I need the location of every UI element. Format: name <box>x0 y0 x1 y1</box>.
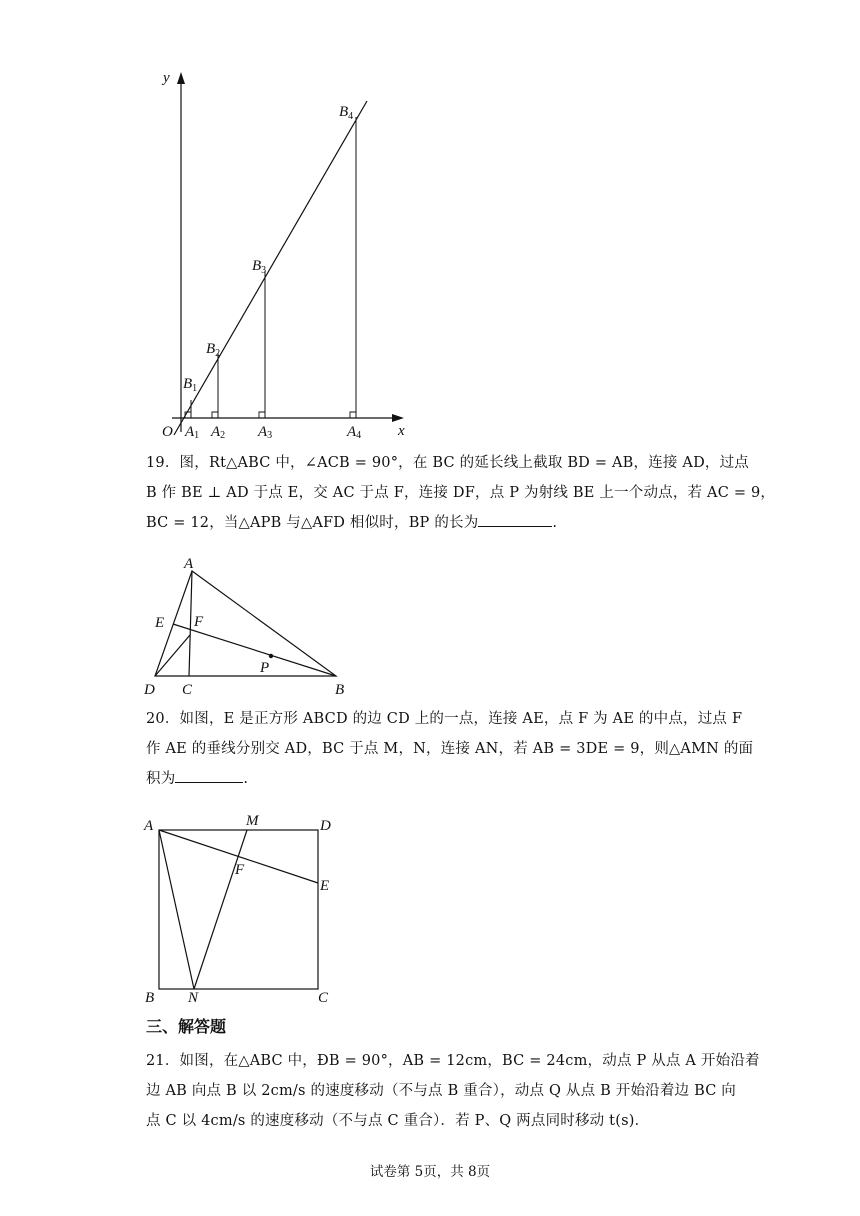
triangle-abd <box>155 571 336 676</box>
q20-answer-blank[interactable] <box>175 767 243 783</box>
section-heading: 三、解答题 <box>146 1017 227 1036</box>
label-d: D <box>144 682 155 698</box>
point-p-dot <box>269 654 273 658</box>
label-b3: $B_3$ <box>252 258 267 276</box>
segment-be <box>173 624 336 676</box>
q20-line-3-end: . <box>243 771 249 787</box>
label-f: F <box>194 614 204 630</box>
q20-line-3-text: 积为 <box>146 771 176 787</box>
figure-19-triangle <box>138 552 353 700</box>
label-p: P <box>260 660 270 676</box>
label-b2: $B_2$ <box>206 341 221 359</box>
origin-label: O <box>162 424 173 440</box>
q19-line-2: B 作 BE ⊥ AD 于点 E，交 AC 于点 F，连接 DF，点 P 为射线 BE 上一个动点，若 AC = 9， <box>146 485 776 501</box>
label-a3: A3 <box>258 424 273 441</box>
label-a: A <box>184 556 194 572</box>
label-a1: A1 <box>185 424 200 441</box>
label-n: N <box>188 990 199 1006</box>
q20-line-3 <box>146 764 726 794</box>
q21-line-2: 边 AB 向点 B 以 2cm/s 的速度移动（不与点 B 重合），动点 Q 从点 B 开始沿着边 BC 向 <box>146 1083 736 1099</box>
right-angle-mark-a2 <box>212 412 218 418</box>
label-b: B <box>145 990 155 1006</box>
label-a2: A2 <box>211 424 226 441</box>
question-21 <box>146 1046 760 1136</box>
segment-df <box>155 635 190 676</box>
label-b: B <box>335 682 345 698</box>
label-c: C <box>318 990 329 1006</box>
q19-line-3 <box>146 508 726 538</box>
segment-mn <box>194 830 247 989</box>
right-angle-mark-a3 <box>259 412 265 418</box>
x-axis-arrow-icon <box>392 414 404 422</box>
label-a: A <box>144 818 154 834</box>
segment-an <box>159 830 194 989</box>
q19-line-3-end: . <box>552 515 558 531</box>
y-axis-arrow-icon <box>177 72 185 84</box>
label-m: M <box>246 813 259 829</box>
label-a4: A4 <box>347 424 362 441</box>
figure-18-coordinate-graph <box>150 60 420 445</box>
q19-line-1: 19．图，Rt△ABC 中，∠ACB = 90°，在 BC 的延长线上截取 BD = AB，连接 AD，过点 <box>146 455 750 471</box>
label-f: F <box>235 862 245 878</box>
label-e: E <box>320 878 330 894</box>
label-d: D <box>320 818 331 834</box>
right-angle-mark-a4 <box>350 412 356 418</box>
label-c: C <box>182 682 193 698</box>
q19-answer-blank[interactable] <box>478 511 552 527</box>
segment-ac <box>189 571 192 676</box>
label-e: E <box>155 615 165 631</box>
question-20 <box>146 704 754 794</box>
q20-line-1: 20．如图，E 是正方形 ABCD 的边 CD 上的一点，连接 AE，点 F 为 AE 的中点，过点 F <box>146 711 743 727</box>
label-b4: $B_4$ <box>339 104 354 122</box>
x-axis-label: x <box>398 423 405 439</box>
q21-line-1: 21．如图，在△ABC 中，ÐB = 90°，AB = 12cm，BC = 24cm，动点 P 从点 A 开始沿着 <box>146 1053 760 1069</box>
line-through-b-points <box>174 101 367 435</box>
figure-20-square <box>140 806 350 1008</box>
y-axis-label: y <box>163 70 170 86</box>
q21-line-3: 点 C 以 4cm/s 的速度移动（不与点 C 重合）．若 P、Q 两点同时移动 t(s)． <box>146 1113 650 1129</box>
q20-line-2: 作 AE 的垂线分别交 AD，BC 于点 M，N，连接 AN，若 AB = 3DE = 9，则△AMN 的面 <box>146 741 754 757</box>
q19-line-3-text: BC = 12，当△APB 与△AFD 相似时，BP 的长为 <box>146 515 479 531</box>
page-footer: 试卷第 5页，共 8页 <box>369 1164 491 1180</box>
label-b1: $B_1$ <box>183 376 198 394</box>
question-19 <box>146 448 776 538</box>
